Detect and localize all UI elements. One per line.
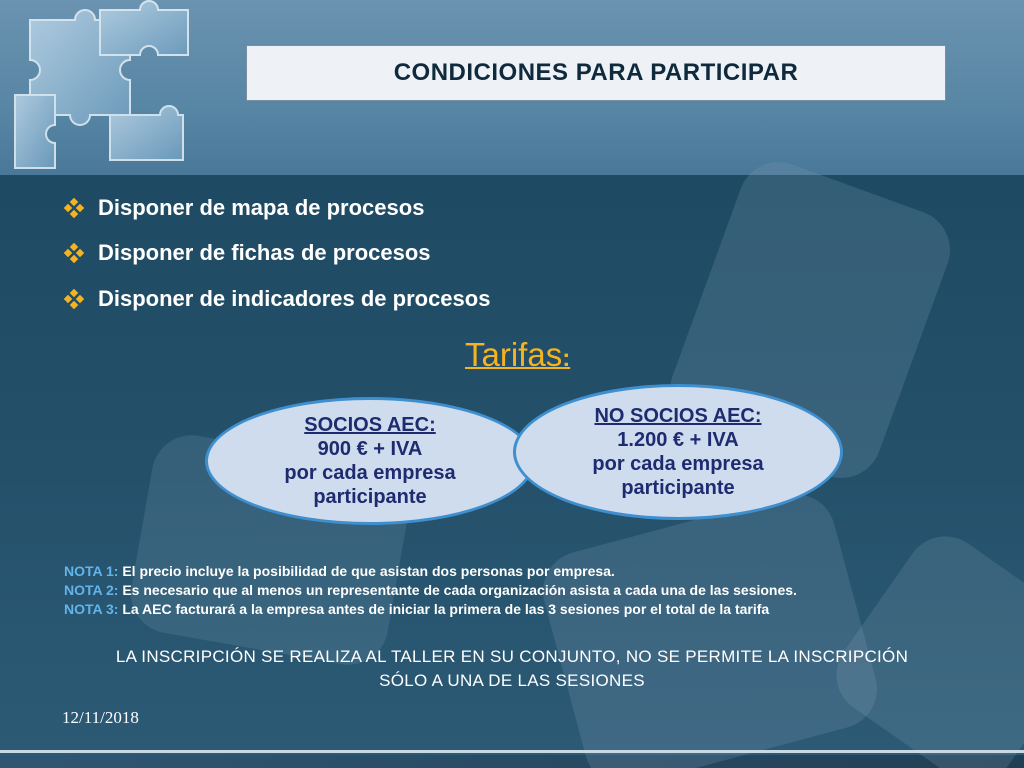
bullet-item bbox=[64, 240, 431, 266]
note-label: NOTA 2: bbox=[64, 582, 119, 598]
tarifas-heading bbox=[465, 336, 570, 374]
bullet-text: Disponer de indicadores de procesos bbox=[98, 286, 491, 311]
inscripcion-notice bbox=[40, 645, 984, 693]
no-socios-price: 1.200 € + IVA bbox=[617, 429, 739, 451]
slide-date: 12/11/2018 bbox=[62, 708, 139, 727]
diamond-bullet-icon bbox=[64, 198, 84, 218]
page-title: CONDICIONES PARA PARTICIPAR bbox=[393, 59, 799, 86]
note-text: El precio incluye la posibilidad de que asistan dos personas por empresa. bbox=[118, 563, 615, 579]
socios-price: 900 € + IVA bbox=[317, 438, 423, 460]
puzzle-logo bbox=[0, 0, 200, 175]
socios-line2: participante bbox=[313, 486, 427, 508]
no-socios-price-ellipse bbox=[513, 384, 843, 520]
note-line bbox=[64, 581, 964, 600]
no-socios-heading: NO SOCIOS AEC: bbox=[594, 405, 762, 427]
bullet-text: Disponer de fichas de procesos bbox=[98, 240, 431, 265]
bullet-text: Disponer de mapa de procesos bbox=[98, 195, 425, 220]
note-text: Es necesario que al menos un representante de cada organización asista a cada una de las sesiones. bbox=[118, 582, 797, 598]
note-text: La AEC facturará a la empresa antes de iniciar la primera de las 3 sesiones por el total de la tarifa bbox=[118, 601, 770, 617]
diamond-bullet-icon bbox=[64, 289, 84, 309]
diamond-bullet-icon bbox=[64, 243, 84, 263]
inscripcion-line2: SÓLO A UNA DE LAS SESIONES bbox=[379, 671, 645, 690]
socios-heading: SOCIOS AEC: bbox=[304, 414, 436, 436]
note-label: NOTA 1: bbox=[64, 563, 119, 579]
note-label: NOTA 3: bbox=[64, 601, 119, 617]
notes-block bbox=[64, 562, 964, 619]
socios-line1: por cada empresa bbox=[284, 462, 456, 484]
tarifas-colon: : bbox=[562, 345, 571, 372]
note-line bbox=[64, 600, 964, 619]
socios-price-ellipse bbox=[205, 397, 535, 525]
inscripcion-line1: LA INSCRIPCIÓN SE REALIZA AL TALLER EN SU CONJUNTO, NO SE PERMITE LA INSCRIPCIÓN bbox=[115, 647, 909, 666]
bullet-item bbox=[64, 195, 424, 221]
bullet-item bbox=[64, 286, 490, 312]
title-box bbox=[246, 45, 946, 101]
no-socios-line1: por cada empresa bbox=[592, 453, 764, 475]
note-line bbox=[64, 562, 964, 581]
no-socios-line2: participante bbox=[621, 477, 735, 499]
footer-divider bbox=[0, 750, 1024, 753]
tarifas-label: Tarifas bbox=[465, 336, 563, 373]
